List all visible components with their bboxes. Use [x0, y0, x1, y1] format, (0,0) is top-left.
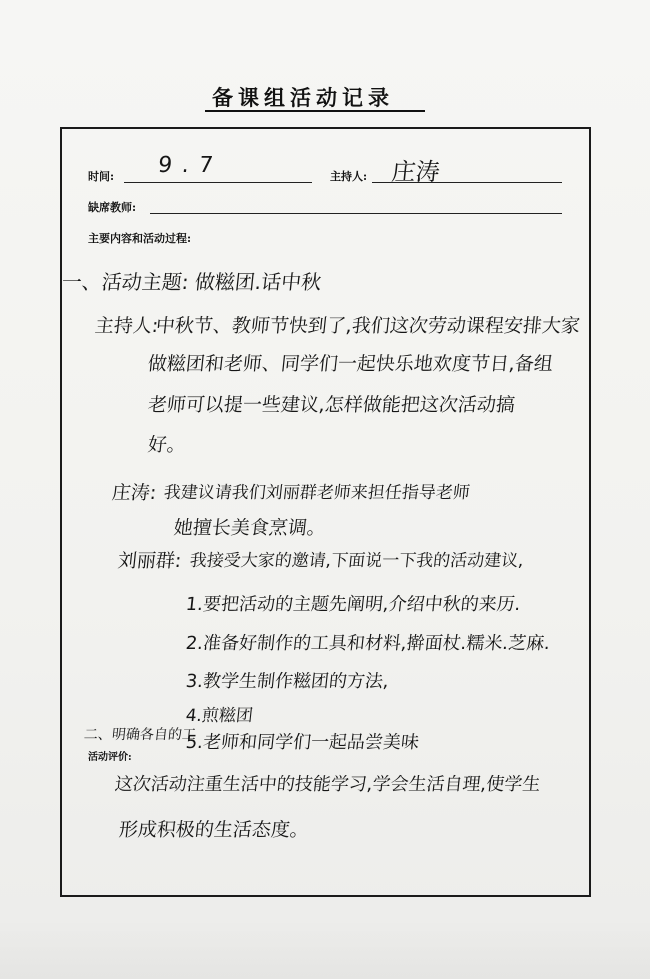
zhuang-speaker: 庄涛: [110, 482, 158, 504]
liu-speaker: 刘丽群: [116, 550, 183, 572]
host-line-1: 中秋节、教师节快到了,我们这次劳动课程安排大家 [154, 315, 582, 337]
host-line-3: 老师可以提一些建议,怎样做能把这次活动搞 [146, 394, 517, 416]
host-value: 庄涛 [390, 158, 442, 186]
suggestion-1: 1.要把活动的主题先阐明,介绍中秋的来历. [184, 594, 522, 615]
suggestion-2: 2.准备好制作的工具和材料,擀面杖.糯米.芝麻. [184, 633, 552, 654]
absent-label: 缺席教师: [88, 201, 137, 214]
absent-field-line [150, 213, 562, 214]
scan-shadow [0, 919, 650, 979]
host-speaker: 主持人: [93, 315, 160, 337]
section-2-heading: 二、明确各自的工 [83, 727, 197, 743]
zhuang-line-1: 我建议请我们刘丽群老师来担任指导老师 [162, 483, 471, 503]
theme-line: 一、活动主题: 做糍团.话中秋 [60, 270, 323, 294]
host-line-4: 好。 [146, 434, 188, 456]
evaluation-line-2: 形成积极的生活态度。 [117, 819, 311, 841]
suggestion-4: 4.煎糍团 [184, 706, 255, 726]
page-title: 备课组活动记录 [212, 85, 394, 110]
time-field-line [124, 182, 312, 183]
suggestion-3: 3.教学生制作糍团的方法, [184, 671, 390, 692]
suggestion-5: 5.老师和同学们一起品尝美味 [184, 732, 421, 753]
host-line-2: 做糍团和老师、同学们一起快乐地欢度节日,备组 [146, 353, 555, 375]
time-label: 时间: [88, 170, 115, 183]
host-label: 主持人: [330, 170, 368, 183]
time-value: 9.7 [156, 153, 225, 178]
evaluation-line-1: 这次活动注重生活中的技能学习,学会生活自理,使学生 [113, 774, 542, 795]
title-underline [205, 110, 425, 112]
content-label: 主要内容和活动过程: [88, 232, 192, 245]
zhuang-line-2: 她擅长美食烹调。 [172, 517, 328, 539]
liu-intro: 我接受大家的邀请,下面说一下我的活动建议, [188, 551, 525, 571]
evaluation-label: 活动评价: [88, 752, 132, 763]
